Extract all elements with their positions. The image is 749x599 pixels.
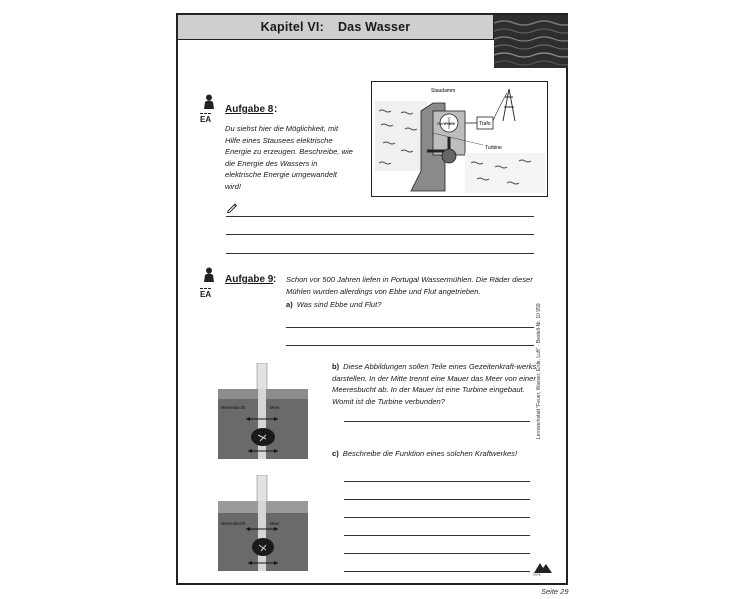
question-c-label: c): [332, 449, 339, 458]
answer-line[interactable]: [226, 216, 534, 217]
task9-question-a: [286, 299, 536, 311]
task8-title-colon: :: [274, 104, 278, 115]
diagram-label-transformer: Trafo: [479, 121, 491, 127]
answer-line[interactable]: [344, 421, 530, 422]
diagram-label-dam: Staudamm: [431, 88, 456, 94]
chapter-title: Das Wasser: [337, 20, 411, 34]
question-b-label: b): [332, 362, 340, 371]
answer-line[interactable]: [344, 481, 530, 482]
answer-line[interactable]: [286, 327, 534, 328]
task9-title-colon: :: [273, 274, 277, 285]
task9-question-b: [332, 361, 544, 407]
task9-title: [225, 274, 273, 285]
tidal2-left-label: Meeresbucht: [221, 521, 246, 526]
question-c-text: Beschreibe die Funktion eines solchen Kraftwerkes!: [342, 449, 518, 458]
task9-mode-badge: EA: [200, 290, 212, 299]
task8-title-text: Aufgabe 8: [225, 104, 274, 115]
task9-question-c: [332, 448, 544, 460]
person-icon: [202, 267, 216, 283]
diagram-label-generator: Generator: [437, 121, 456, 126]
diagram-label-turbine: Turbine: [485, 145, 502, 151]
tidal1-left-label: Meeresbucht: [221, 405, 246, 410]
task8-mode-badge: EA: [200, 115, 212, 124]
answer-line[interactable]: [344, 499, 530, 500]
question-b-text: Diese Abbildungen sollen Teile eines Gezeitenkraft-werks darstellen. In der Mitte trennt eine Mauer das Meer von einer Meeresbucht ab. In der Mauer ist eine Turbine eingebaut. Womit ist die Turbine verbunden?: [332, 362, 537, 406]
answer-line[interactable]: [226, 234, 534, 235]
pencil-icon: [226, 201, 238, 213]
task8-title: [225, 104, 273, 115]
worksheet-page: [176, 13, 568, 585]
tidal-plant-image-2: [218, 475, 308, 571]
question-a-label: a): [286, 300, 293, 309]
answer-line[interactable]: [344, 571, 530, 572]
answer-line[interactable]: [286, 345, 534, 346]
tidal-plant-image-1: [218, 363, 308, 459]
publisher-sidebar-text: Lernwerkstatt "Feuer, Wasser, Erde, Luft" · Bestell-Nr. 10 959: [536, 303, 542, 439]
tidal1-right-label: Meer: [270, 405, 280, 410]
person-icon: [202, 94, 216, 110]
question-a-text: Was sind Ebbe und Flut?: [296, 300, 382, 309]
answer-line[interactable]: [344, 535, 530, 536]
answer-line[interactable]: [344, 553, 530, 554]
tidal2-right-label: Meer: [270, 521, 280, 526]
publisher-logo: [532, 560, 554, 576]
task8-text: Du siehst hier die Möglichkeit, mit Hilfe eines Stausees elektrische Energie zu erzeugen. Beschreibe, wie die Energie des Wassers in elektrische Energie umgewandelt wird!: [225, 124, 353, 191]
water-photo: [494, 15, 568, 68]
answer-line[interactable]: [344, 517, 530, 518]
hydro-dam-diagram: [371, 81, 548, 197]
svg-text:KOHL: KOHL: [533, 572, 542, 576]
chapter-header: [178, 15, 494, 40]
task9-title-text: Aufgabe 9: [225, 274, 274, 285]
page-number: Seite 29: [541, 587, 569, 596]
chapter-number: Kapitel VI:: [260, 20, 324, 34]
answer-line[interactable]: [226, 253, 534, 254]
task9-intro: Schon vor 500 Jahren liefen in Portugal Wassermühlen. Die Räder dieser Mühlen wurden allerdings von Ebbe und Flut angetrieben.: [286, 275, 533, 296]
